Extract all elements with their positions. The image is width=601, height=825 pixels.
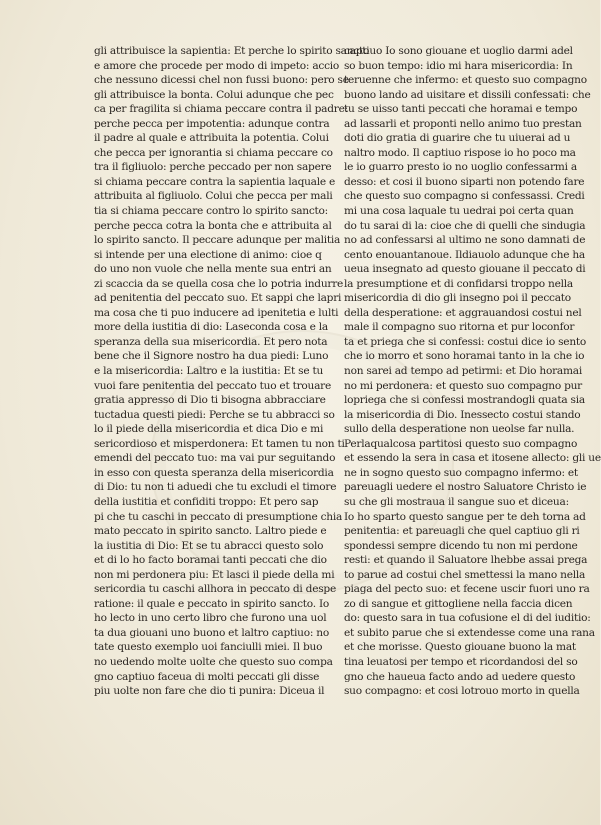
text-line: mato peccato in spirito sancto. Laltro piede e [94,525,327,538]
text-line: so buon tempo: idio mi hara misericordia: In [344,59,573,72]
text-line: more della iustitia di dio: Laseconda cosa e la [94,321,328,334]
text-line: tuctadua questi piedi: Perche se tu abbracci so [94,408,335,421]
text-line: ad penitentia del peccato suo. Et sappi che lapri [94,292,342,305]
text-line: non sarei ad tempo ad petirmi: et Dio horamai [344,365,582,378]
text-line: che pecca per ignorantia si chiama peccare co [94,146,333,159]
text-line: tra il figliuolo: perche peccado per non sapere [94,161,332,174]
text-line: della iustitia et confiditi troppo: Et pero sap [94,495,319,508]
text-line: e amore che procede per modo di impeto: accio [94,59,340,72]
text-line: si intende per una electione di animo: cioe q [94,248,322,261]
text-line: gno captiuo faceua di molti peccati gli disse [94,670,320,683]
text-line: sericordioso et misperdonera: Et tamen tu non ti [94,437,345,450]
text-line: perche pecca cotra la bonta che e attribuita al [94,219,332,232]
text-line: gli attribuisce la bonta. Colui adunque che pec [94,88,334,101]
text-line: no uedendo molte uolte che questo suo compa [94,655,333,668]
text-line: naltro modo. Il captiuo rispose io ho poco ma [344,146,576,159]
text-line: tia si chiama peccare contro lo spirito sancto: [94,205,329,218]
text-line: perche pecca per impotentia: adunque contra [94,117,330,130]
text-line: ne in sogno questo suo compagno infermo: et [344,466,578,479]
text-line: lo spirito sancto. Il peccare adunque per malitia [94,234,341,247]
text-line: bene che il Signore nostro ha dua piedi: Luno [94,350,329,363]
text-line: tate questo exemplo uoi fanciulli miei. Il buo [94,641,323,654]
text-line: non mi perdonera piu: Et lasci il piede della mi [94,568,335,581]
text-line: penitentia: et pareuagli che quel captiuo gli ri [344,525,580,538]
text-line: gratia appresso di Dio ti bisogna abbracciare [94,394,326,407]
text-line: gli attribuisce la sapientia: Et perche lo spirito sancto [94,45,370,57]
text-line: zo di sangue et gittogliene nella faccia dicen [344,597,573,610]
text-line: buono lando ad uisitare et dissili confessati: che [344,88,591,101]
text-line: no ad confessarsi al ultimo ne sono damnati de [344,234,586,247]
text-line: ta dua giouani uno buono et laltro captiuo: no [94,626,330,639]
text-line: mi una cosa laquale tu uedrai poi certa quan [344,205,574,218]
text-line: di Dio: tu non ti aduedi che tu excludi el timore [94,481,337,494]
text-line: ta et priega che si confessi: costui dice io sento [344,335,587,348]
text-line: della desperatione: et aggrauandosi costui nel [344,306,582,319]
text-line: desso: et cosi il buono siparti non potendo fare [344,175,585,188]
text-line: suo compagno: et cosi lotrouo morto in quella [344,685,580,698]
text-line: attribuita al figliuolo. Colui che pecca per mali [94,190,333,203]
text-line: la presumptione et di confidarsi troppo nella [344,277,573,290]
text-line: gno che haueua facto ando ad uedere questo [344,670,576,683]
text-line: pi che tu caschi in peccato di presumptione chia [94,510,343,523]
text-line: sullo della desperatione non ueolse far nulla. [344,423,575,436]
text-line: doti dio gratia di guarire che tu uiuerai ad u [344,132,571,145]
text-line: che nessuno dicessi chel non fussi buono: pero se [94,74,349,87]
text-line: resti: et quando il Saluatore lhebbe assai prega [344,554,588,567]
text-line: tina leuatosi per tempo et ricordandosi del so [344,655,578,668]
text-line: ueua insegnato ad questo giouane il peccato di [344,263,586,276]
text-line: et che morisse. Questo giouane buono la mat [344,641,576,654]
text-line: che questo suo compagno si confessassi. Credi [344,190,585,203]
text-line: cento enouantanoue. Ildiauolo adunque che ha [344,248,585,261]
right-text-column [344,44,601,699]
text-line: la iustitia di Dio: Et se tu abracci questo solo [94,539,324,552]
text-line: Io ho sparto questo sangue per te deh torna ad [344,510,586,523]
text-line: to parue ad costui chel smettessi la mano nella [344,568,586,581]
text-line: la misericordia di Dio. Inessecto costui stando [344,408,581,421]
text-line: spondessi sempre dicendo tu non mi perdone [344,539,578,552]
text-line: il padre al quale e attribuita la potentia. Colui [94,132,329,145]
text-line: e la misericordia: Laltro e la iustitia: Et se tu [94,365,324,378]
text-line: ratione: il quale e peccato in spirito sancto. Io [94,597,330,610]
text-line: che io morro et sono horamai tanto in la che io [344,350,585,363]
text-line: et di lo ho facto boramai tanti peccati che dio [94,554,327,567]
text-line: do: questo sara in tua cofusione el di del iuditio: [344,612,591,625]
text-line: ad lassarli et proponti nello animo tuo prestan [344,117,582,130]
text-line: do tu sarai di la: cioe che di quelli che sindugia [344,219,586,232]
text-line: captiuo Io sono giouane et uoglio darmi adel [344,45,573,57]
text-line: pareuagli uedere el nostro Saluatore Christo ie [344,481,587,494]
text-line: Perlaqualcosa partitosi questo suo compagno [344,437,578,450]
text-line: piu uolte non fare che dio ti punira: Diceua il [94,685,325,698]
text-line: lo il piede della misericordia et dica Dio e mi [94,423,324,436]
text-line: le io guarro presto io no uoglio confessarmi a [344,161,577,174]
text-line: et subito parue che si extendesse come una rana [344,626,595,639]
text-line: teruenne che infermo: et questo suo compagno [344,74,587,87]
text-line: sericordia tu caschi allhora in peccato di despe [94,583,336,596]
text-line: si chiama peccare contra la sapientia laquale e [94,175,336,188]
text-line: no mi perdonera: et questo suo compagno pur [344,379,582,392]
text-line: et essendo la sera in casa et itosene allecto: gli ue [344,452,601,465]
text-line: tu se uisso tanti peccati che horamai e tempo [344,103,578,116]
text-line: do uno non vuole che nella mente sua entri an [94,263,332,276]
text-line: ca per fragilita si chiama peccare contra il padre: [94,103,348,116]
text-line: speranza della sua misericordia. Et pero nota [94,335,328,348]
left-text-column [94,44,370,699]
text-line: lopriega che si confessi mostrandogli quata sia [344,394,585,407]
text-line: zi scaccia da se quella cosa che lo potria indurre [94,277,344,290]
text-line: in esso con questa speranza della misericordia [94,466,334,479]
text-line: vuoi fare penitentia del peccato tuo et trouare [94,379,332,392]
text-line: misericordia di dio gli insegno poi il peccato [344,292,571,305]
text-line: ho lecto in uno certo libro che furono una uol [94,612,327,625]
text-line: male il compagno suo ritorna et pur loconfor [344,321,575,334]
text-line: ma cosa che ti puo inducere ad ipenitetia e lulti [94,306,339,319]
text-line: emendi del peccato tuo: ma vai pur seguitando [94,452,336,465]
text-line: piaga del pecto suo: et fecene uscir fuori uno ra [344,583,590,596]
text-line: su che gli mostraua il sangue suo et diceua: [344,495,569,508]
